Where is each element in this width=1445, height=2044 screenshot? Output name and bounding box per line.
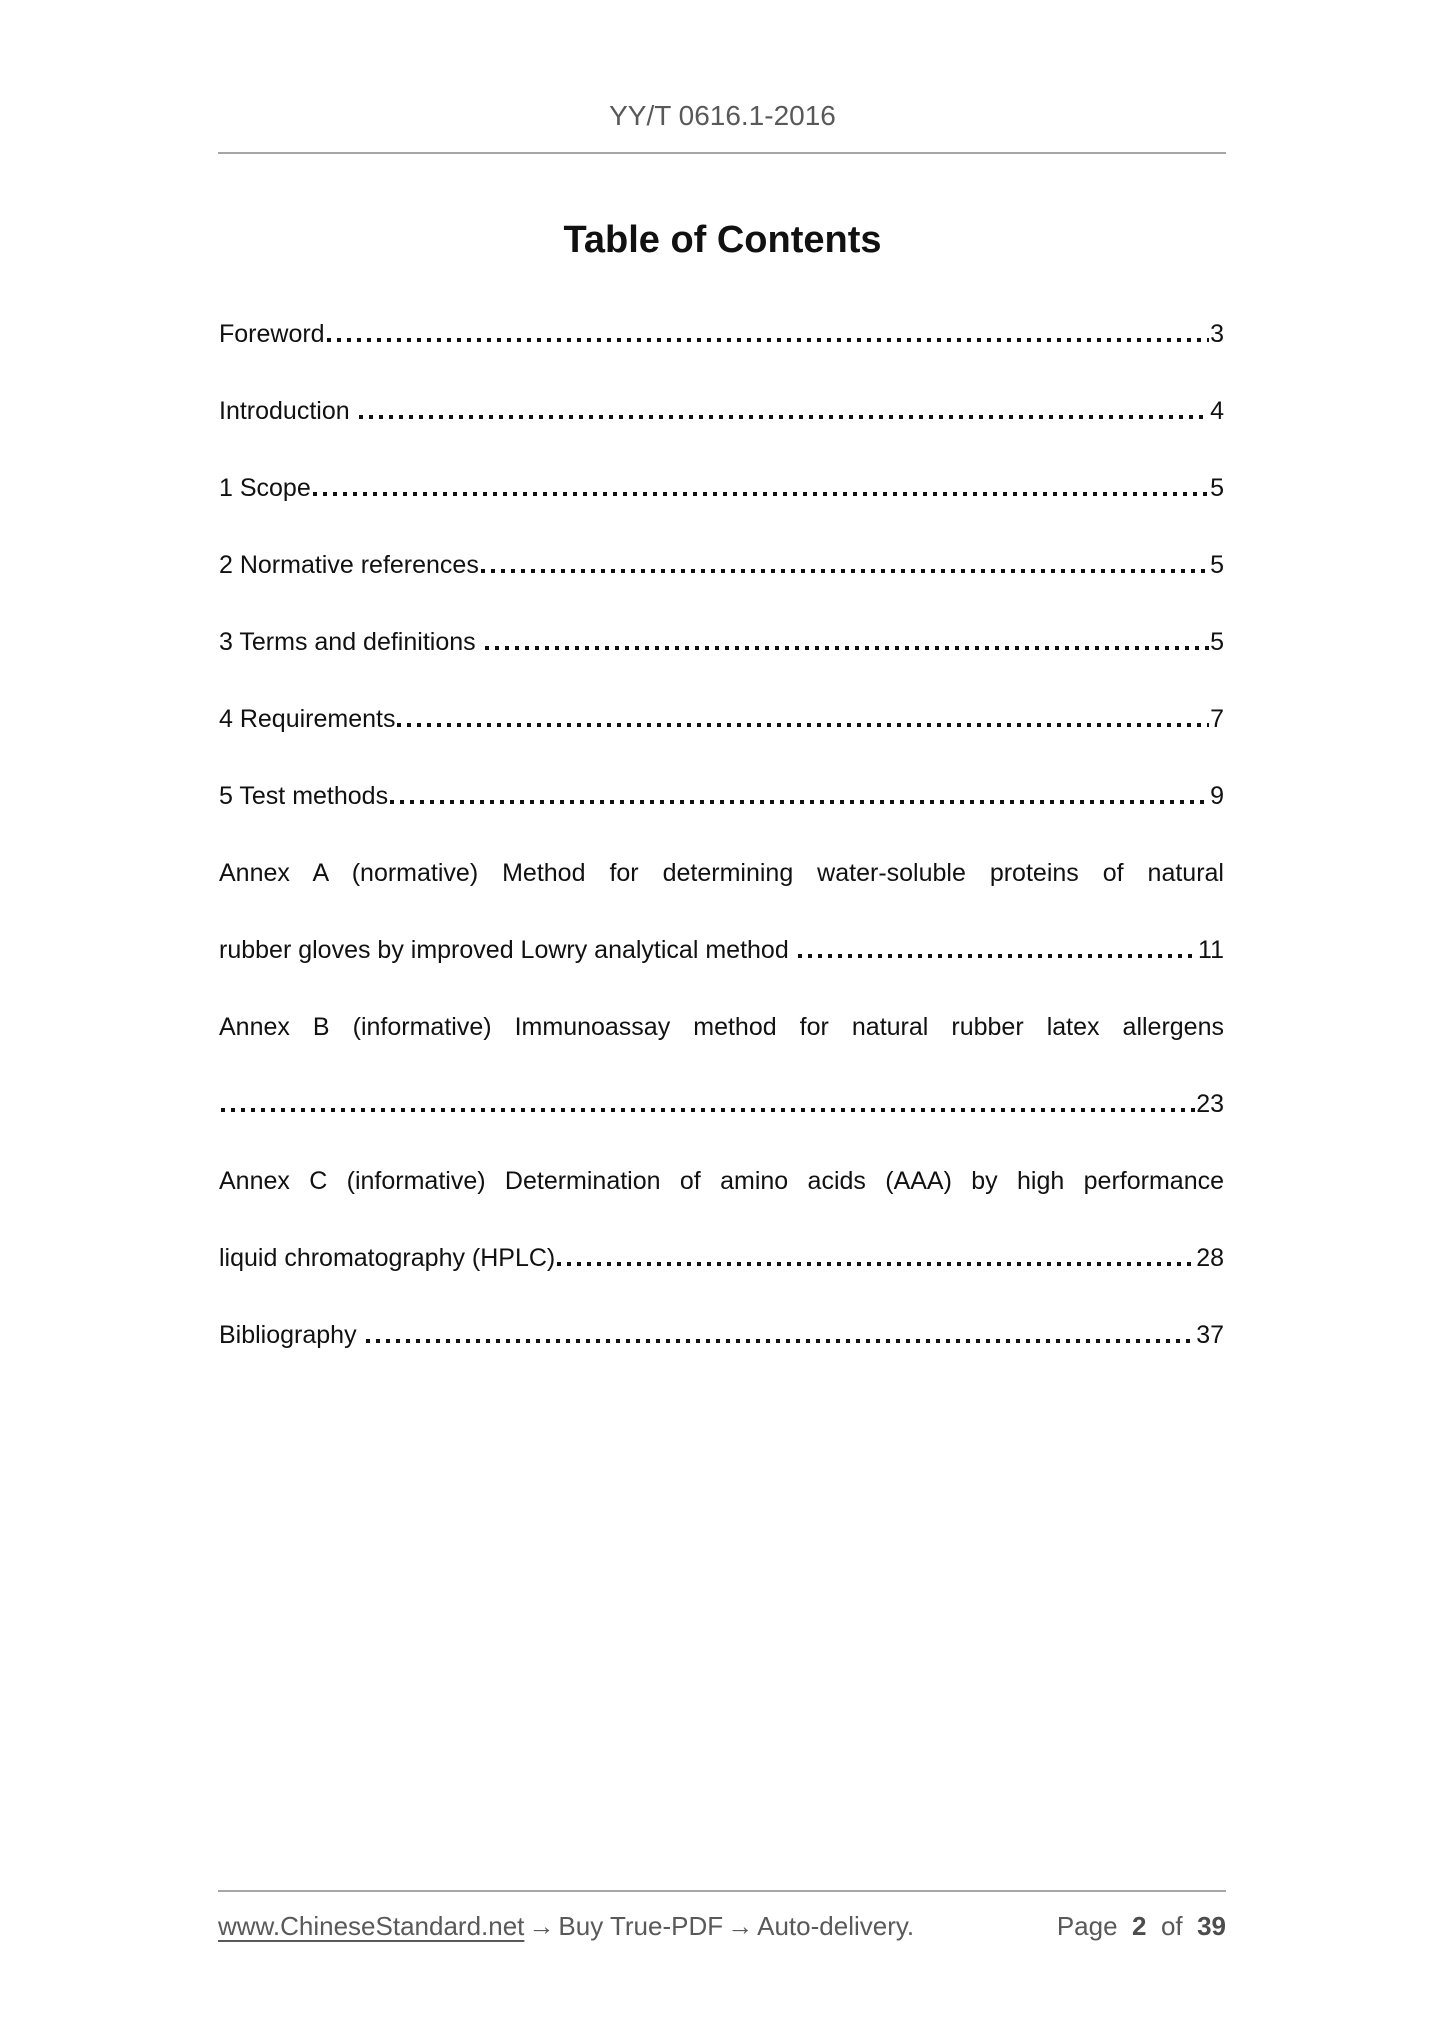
toc-page-number: 3 [1210, 320, 1224, 348]
toc-row [219, 450, 1224, 527]
toc-row [219, 1297, 1224, 1374]
toc-page-number: 23 [1196, 1090, 1224, 1118]
toc-dot-leader [327, 332, 1210, 342]
header-divider [218, 152, 1226, 154]
of-label: of [1160, 1911, 1183, 1941]
footer [218, 1910, 1226, 1942]
toc-page-number: 28 [1196, 1244, 1224, 1272]
toc-dot-leader [397, 717, 1209, 727]
toc-list [219, 296, 1224, 1374]
toc-entry-label: 4 Requirements [219, 705, 396, 733]
toc-row [219, 989, 1224, 1066]
footer-buy-text: Buy True-PDF [558, 1911, 724, 1941]
page-total: 39 [1197, 1911, 1226, 1941]
toc-page-number: 9 [1210, 782, 1224, 810]
toc-dot-leader [366, 1333, 1196, 1343]
toc-page-number: 4 [1210, 397, 1224, 425]
page-current: 2 [1132, 1911, 1147, 1941]
toc-entry-label: Bibliography [219, 1321, 364, 1349]
toc-entry-label: Foreword [219, 320, 325, 348]
toc-entry-label: 5 Test methods [219, 782, 389, 810]
toc-row [219, 1066, 1224, 1143]
toc-page-number: 11 [1198, 936, 1224, 964]
toc-row [219, 1143, 1224, 1220]
header-standard-code: YY/T 0616.1-2016 [609, 100, 836, 131]
toc-row [219, 527, 1224, 604]
footer-divider [218, 1890, 1226, 1892]
toc-entry-label: Annex C (informative) Determination of amino acids (AAA) by high performance [219, 1167, 1224, 1195]
toc-row [219, 296, 1224, 373]
toc-entry-label: liquid chromatography (HPLC) [219, 1244, 556, 1272]
footer-delivery-text: Auto-delivery. [757, 1911, 915, 1941]
toc-row [219, 912, 1224, 989]
toc-dot-leader [485, 640, 1210, 650]
toc-dot-leader [557, 1256, 1195, 1266]
toc-entry-label: 2 Normative references [219, 551, 479, 579]
toc-dot-leader [481, 563, 1209, 573]
toc-row [219, 681, 1224, 758]
toc-page-number: 5 [1210, 551, 1224, 579]
toc-page-number: 7 [1210, 705, 1224, 733]
toc-dot-leader [313, 486, 1209, 496]
toc-page-number: 5 [1210, 474, 1224, 502]
toc-dot-leader [359, 409, 1210, 419]
page-indicator [1057, 1910, 1226, 1942]
toc-entry-label: Introduction [219, 397, 357, 425]
toc-entry-label: 1 Scope [219, 474, 311, 502]
toc-dot-leader [798, 948, 1197, 958]
page-label: Page [1056, 1911, 1118, 1941]
toc-entry-label: rubber gloves by improved Lowry analytical method [219, 936, 796, 964]
toc-entry-label: Annex B (informative) Immunoassay method for natural rubber latex allergens [219, 1013, 1224, 1041]
toc-page-number: 37 [1196, 1321, 1224, 1349]
toc-row [219, 604, 1224, 681]
toc-row [219, 758, 1224, 835]
footer-website-link[interactable]: www.ChineseStandard.net [218, 1911, 525, 1941]
toc-page-number: 5 [1210, 628, 1224, 656]
toc-entry-label: Annex A (normative) Method for determining water-soluble proteins of natural [219, 859, 1224, 887]
right-arrow-icon: → [727, 1911, 754, 1941]
toc-dot-leader [390, 794, 1209, 804]
toc-row [219, 373, 1224, 450]
footer-left-text [218, 1910, 914, 1942]
toc-entry-label: 3 Terms and definitions [219, 628, 483, 656]
toc-row [219, 1220, 1224, 1297]
toc-dot-leader [221, 1102, 1195, 1112]
right-arrow-icon: → [528, 1911, 555, 1941]
toc-row [219, 835, 1224, 912]
page-title: Table of Contents [563, 219, 882, 262]
